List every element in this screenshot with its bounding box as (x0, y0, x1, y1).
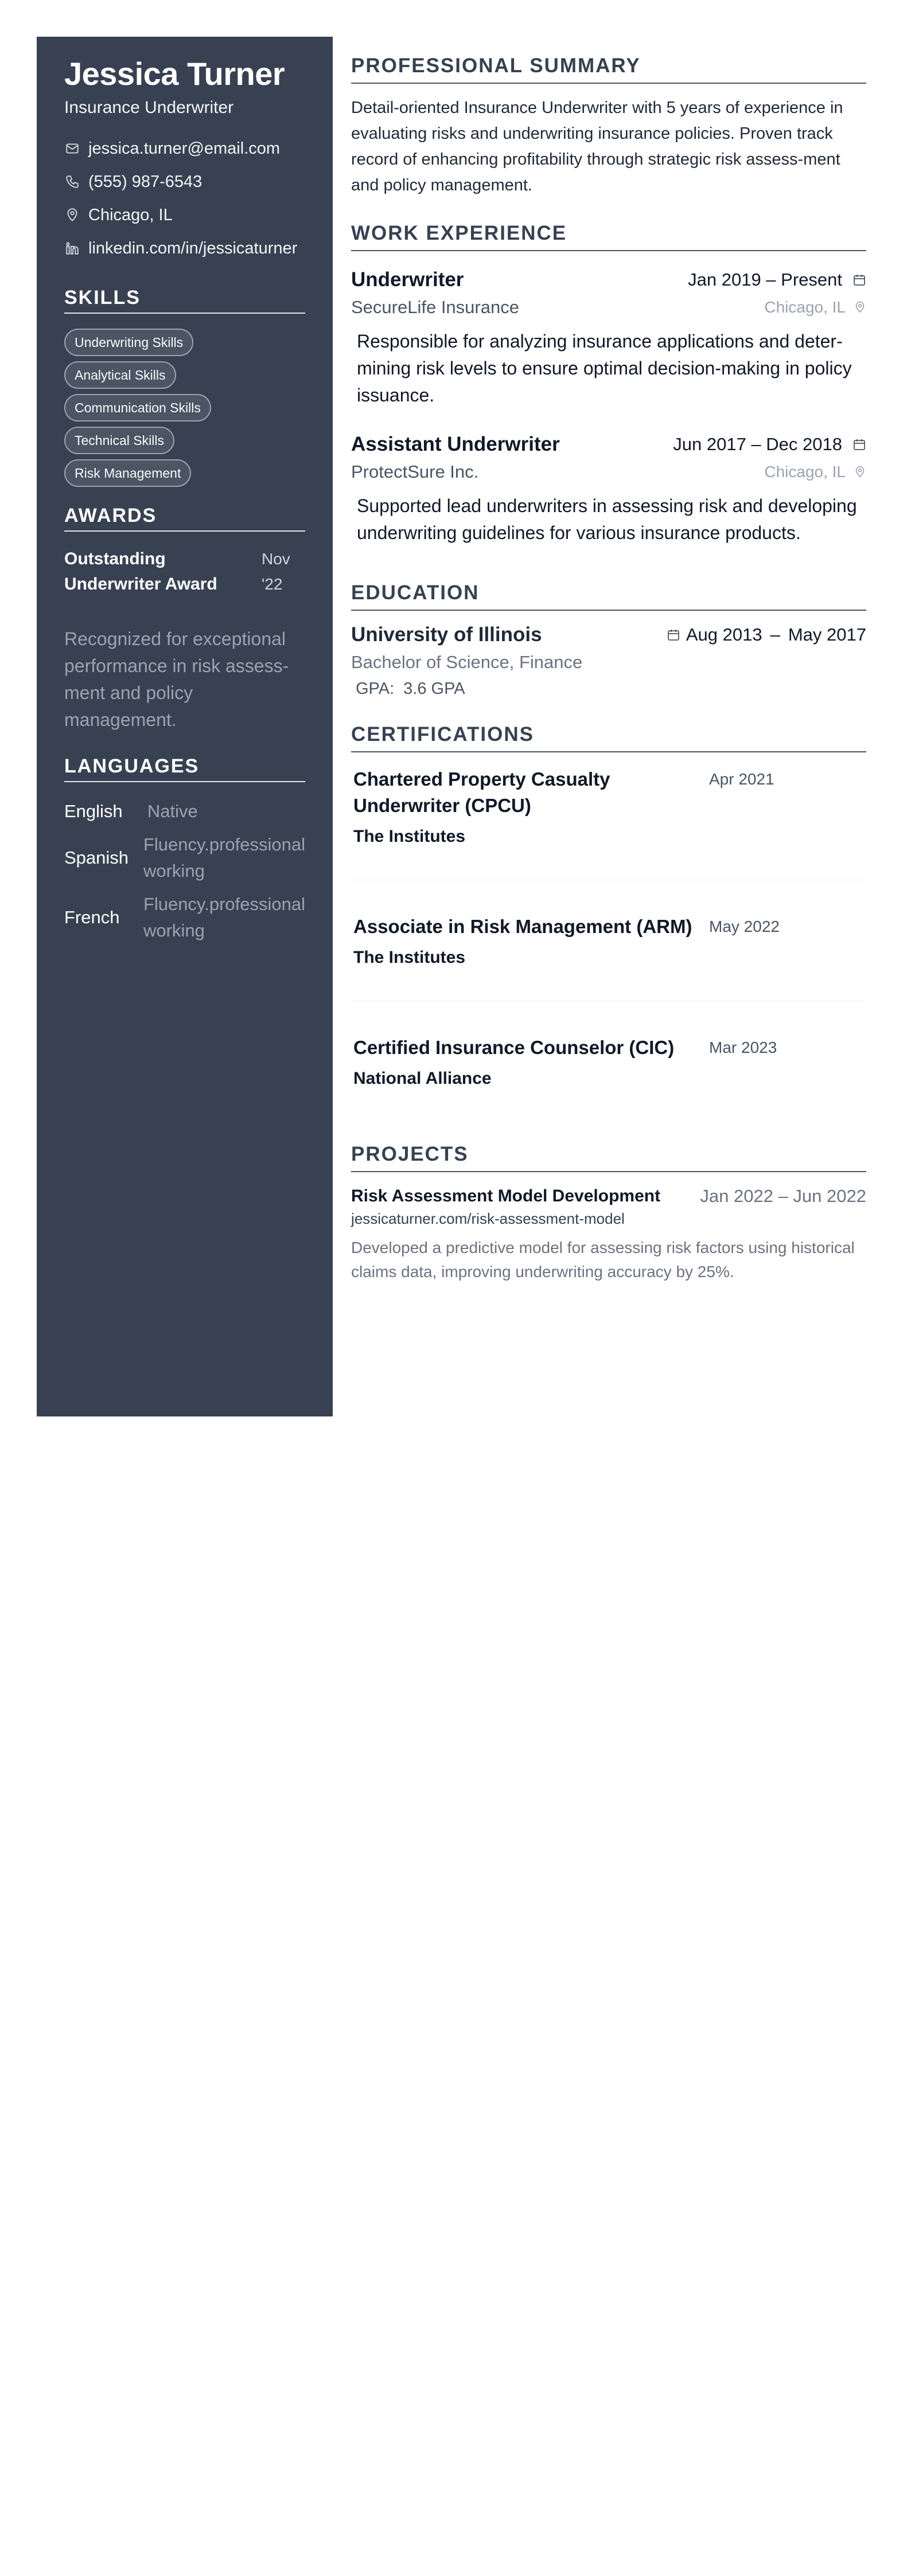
calendar-icon (667, 628, 680, 642)
skill-tag: Risk Management (64, 459, 191, 487)
contact-phone-text: (555) 987-6543 (88, 172, 203, 191)
job-location-text: Chicago, IL (764, 298, 846, 316)
education-section (351, 580, 866, 698)
projects-heading: PROJECTS (351, 1141, 866, 1172)
education-end: May 2017 (788, 625, 866, 645)
candidate-name: Jessica Turner (64, 56, 285, 92)
contact-list (64, 132, 305, 265)
certification-item (351, 766, 866, 846)
certification-name: Chartered Property Casualty Underwriter (CPCU) (353, 768, 610, 816)
language-list (64, 798, 305, 944)
job-location (764, 463, 866, 481)
job-item (351, 266, 866, 409)
language-item (64, 832, 305, 884)
skill-tag: Technical Skills (64, 427, 174, 454)
language-level: Native (147, 801, 198, 821)
certification-name: Certified Insurance Counselor (CIC) (353, 1037, 675, 1058)
certification-issuer: National Alliance (353, 1069, 492, 1088)
job-title: Underwriter (351, 268, 464, 291)
gpa-label: GPA: (356, 680, 395, 698)
main-column (351, 37, 866, 1284)
map-pin-icon (854, 466, 866, 478)
job-location-text: Chicago, IL (764, 463, 846, 481)
sidebar (37, 37, 333, 1416)
job-dates (688, 270, 866, 290)
award-date: Nov '22 (262, 550, 290, 593)
calendar-icon (852, 438, 866, 451)
candidate-title: Insurance Underwriter (64, 98, 234, 117)
job-dates (673, 434, 866, 455)
gpa-value: 3.6 GPA (403, 680, 465, 698)
project-dates: Jan 2022 – Jun 2022 (700, 1186, 866, 1206)
job-company: ProtectSure Inc. (351, 462, 479, 482)
map-pin-icon (64, 207, 80, 223)
language-level: Fluency.professional working (143, 894, 305, 940)
language-name: French (64, 907, 120, 927)
skill-tag: Communication Skills (64, 394, 211, 421)
language-level: Fluency.professional working (143, 834, 305, 881)
contact-email-text: jessica.turner@email.com (88, 139, 281, 158)
job-title: Assistant Underwriter (351, 433, 560, 455)
mail-icon (64, 140, 80, 157)
language-item (64, 798, 305, 825)
education-heading: EDUCATION (351, 580, 866, 611)
experience-heading: WORK EXPERIENCE (351, 220, 866, 251)
linkedin-icon (64, 240, 80, 256)
languages-heading: LANGUAGES (64, 755, 305, 782)
summary-section (351, 53, 866, 198)
certification-item (351, 914, 866, 967)
calendar-icon (852, 273, 866, 287)
certification-date: Mar 2023 (709, 1039, 777, 1056)
project-link[interactable]: jessicaturner.com/risk-assessment-model (351, 1210, 625, 1227)
skill-tag: Underwriting Skills (64, 329, 193, 356)
award-item (64, 547, 305, 597)
contact-location-text: Chicago, IL (88, 205, 173, 224)
contact-location (64, 198, 305, 232)
contact-linkedin-text: linkedin.com/in/jessicaturner (88, 239, 298, 257)
job-description: Supported lead underwriters in assessing risk and developing underwriting guidelines for various insurance products. (357, 495, 857, 543)
education-school: University of Illinois (351, 623, 542, 646)
certifications-heading: CERTIFICATIONS (351, 721, 866, 752)
education-gpa (351, 680, 866, 698)
experience-section (351, 220, 866, 547)
project-description: Developed a predictive model for assessing risk factors using historical claims data, improving underwriting accuracy by 25%. (351, 1239, 855, 1281)
education-dates (667, 625, 866, 645)
awards-heading: AWARDS (64, 505, 305, 532)
education-date-dash: – (770, 625, 780, 645)
summary-heading: PROFESSIONAL SUMMARY (351, 53, 866, 84)
contact-linkedin[interactable] (64, 232, 305, 265)
certification-date: May 2022 (709, 918, 780, 935)
summary-text: Detail-oriented Insurance Underwriter with 5 years of experience in evaluating risks and underwriting insurance policies. Proven track record of enhancing profitability through strategic risk assess-ment and policy management. (351, 99, 843, 194)
skill-tag: Analytical Skills (64, 361, 176, 389)
certifications-section (351, 721, 866, 1088)
award-description: Recognized for exceptional performance in risk assess-ment and policy management. (64, 629, 289, 730)
skills-list (64, 329, 305, 492)
language-item (64, 891, 305, 944)
job-item (351, 431, 866, 547)
skills-heading: SKILLS (64, 287, 305, 314)
certification-issuer: The Institutes (353, 948, 466, 967)
projects-section (351, 1141, 866, 1284)
job-company: SecureLife Insurance (351, 297, 519, 317)
contact-phone[interactable] (64, 165, 305, 198)
language-name: Spanish (64, 848, 129, 868)
language-name: English (64, 801, 123, 821)
award-title: Outstanding Underwriter Award (64, 549, 217, 594)
certification-name: Associate in Risk Management (ARM) (353, 916, 692, 937)
job-dates-text: Jan 2019 – Present (688, 270, 842, 290)
project-title: Risk Assessment Model Development (351, 1186, 661, 1205)
job-description: Responsible for analyzing insurance applications and deter-mining risk levels to ensure optimal decision-making in policy issuance. (357, 331, 852, 405)
job-location (764, 298, 866, 317)
map-pin-icon (854, 301, 866, 314)
certification-date: Apr 2021 (709, 770, 774, 788)
job-dates-text: Jun 2017 – Dec 2018 (673, 434, 842, 454)
certification-item (351, 1035, 866, 1088)
phone-icon (64, 174, 80, 190)
contact-email[interactable] (64, 132, 305, 165)
education-start: Aug 2013 (686, 625, 762, 645)
education-degree: Bachelor of Science, Finance (351, 652, 583, 672)
certification-issuer: The Institutes (353, 827, 466, 846)
